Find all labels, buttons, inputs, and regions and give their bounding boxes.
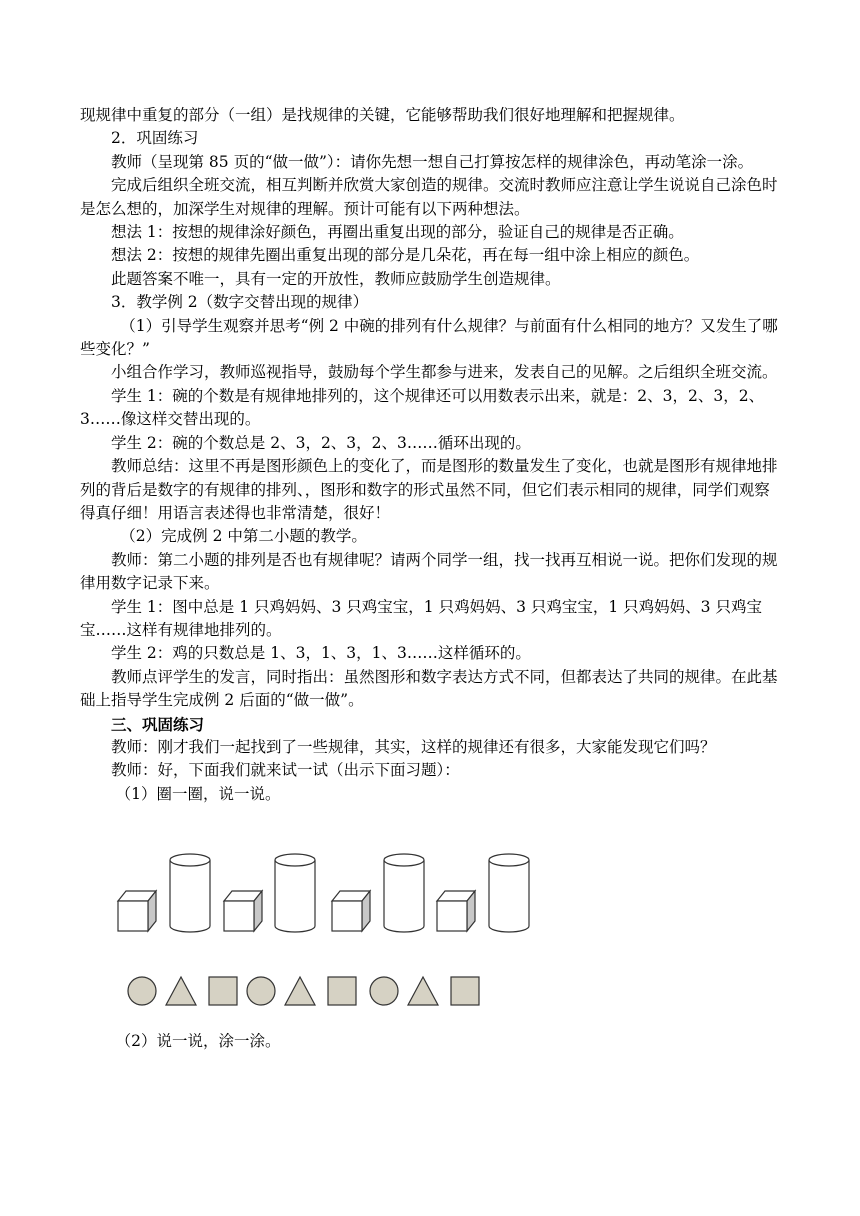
paragraph: 教师：第二小题的排列是否也有规律呢？请两个同学一组，找一找再互相说一说。把你们发现的规律用数字记录下来。	[80, 550, 778, 593]
paragraph: 2．巩固练习	[111, 129, 199, 148]
paragraph: 现规律中重复的部分（一组）是找规律的关键，它能够帮助我们很好地理解和把握规律。	[80, 106, 685, 124]
paragraph: 教师总结：这里不再是图形颜色上的变化了，而是图形的数量发生了变化，也就是图形有规律地排列的背后是数字的有规律的排列、，图形和数字的形式虽然不同，但它们表示相同的规律，同学们观察得真仔细！用语言表述得也非常清楚，很好！	[80, 457, 778, 522]
body-text	[80, 104, 780, 806]
paragraph: 学生 1：碗的个数是有规律地排列的，这个规律还可以用数表示出来，就是：2、3，2、3，2、3……像这样交替出现的。	[80, 386, 765, 429]
paragraph: 学生 2：鸡的只数总是 1、3，1、3，1、3……这样循环的。	[111, 644, 531, 663]
triangle-icon	[166, 977, 196, 1005]
paragraph: 教师点评学生的发言，同时指出：虽然图形和数字表达方式不同，但都表达了共同的规律。在此基础上指导学生完成例 2 后面的“做一做”。	[80, 667, 778, 710]
paragraph: 学生 2：碗的个数总是 2、3，2、3，2、3……循环出现的。	[111, 433, 531, 452]
cylinder-icon	[489, 854, 529, 932]
paragraph: 3．教学例 2（数字交替出现的规律）	[111, 293, 369, 312]
square-icon	[209, 977, 237, 1005]
section-heading: 三、巩固练习	[111, 714, 205, 734]
circle-icon	[247, 977, 275, 1005]
paragraph: 想法 1：按想的规律涂好颜色，再圈出重复出现的部分，验证自己的规律是否正确。	[111, 223, 684, 242]
cylinder-icon	[384, 854, 424, 932]
pattern-figure	[112, 844, 542, 1014]
cube-icon	[118, 891, 156, 931]
cylinder-icon	[275, 854, 315, 932]
paragraph: 想法 2：按想的规律先圈出重复出现的部分是几朵花，再在每一组中涂上相应的颜色。	[111, 246, 700, 265]
paragraph: （2）完成例 2 中第二小题的教学。	[120, 527, 367, 546]
paragraph: 学生 1：图中总是 1 只鸡妈妈、3 只鸡宝宝，1 只鸡妈妈、3 只鸡宝宝，1 只鸡妈妈、3 只鸡宝宝……这样有规律地排列的。	[80, 597, 762, 639]
circle-icon	[370, 977, 398, 1005]
cylinder-icon	[170, 854, 210, 932]
paragraph: 教师：好，下面我们就来试一试（出示下面习题）：	[111, 761, 460, 780]
square-icon	[328, 977, 356, 1005]
square-icon	[451, 977, 479, 1005]
paragraph: （1）圈一圈，说一说。	[115, 784, 281, 803]
paragraph: 小组合作学习，教师巡视指导，鼓励每个学生都参与进来，发表自己的见解。之后组织全班交流。	[111, 363, 778, 382]
paragraph: 完成后组织全班交流，相互判断并欣赏大家创造的规律。交流时教师应注意让学生说说自己涂色时是怎么想的，加深学生对规律的理解。预计可能有以下两种想法。	[80, 176, 778, 218]
paragraph: 此题答案不唯一，具有一定的开放性，教师应鼓励学生创造规律。	[111, 269, 561, 288]
paragraph: （2）说一说，涂一涂。	[115, 1032, 281, 1050]
triangle-icon	[408, 977, 438, 1005]
paragraph: 教师：刚才我们一起找到了一些规律，其实，这样的规律还有很多，大家能发现它们吗？	[111, 737, 716, 756]
after-figure-text	[80, 1030, 780, 1053]
paragraph: 教师（呈现第 85 页的“做一做”）：请你先想一想自己打算按怎样的规律涂色，再动笔涂一涂。	[111, 152, 754, 171]
triangle-icon	[285, 977, 315, 1005]
cube-icon	[437, 891, 475, 931]
cube-icon	[332, 891, 370, 931]
cube-icon	[224, 891, 262, 931]
circle-icon	[128, 977, 156, 1005]
paragraph: （1）引导学生观察并思考“例 2 中碗的排列有什么规律？与前面有什么相同的地方？又发生了哪些变化？”	[80, 316, 778, 359]
